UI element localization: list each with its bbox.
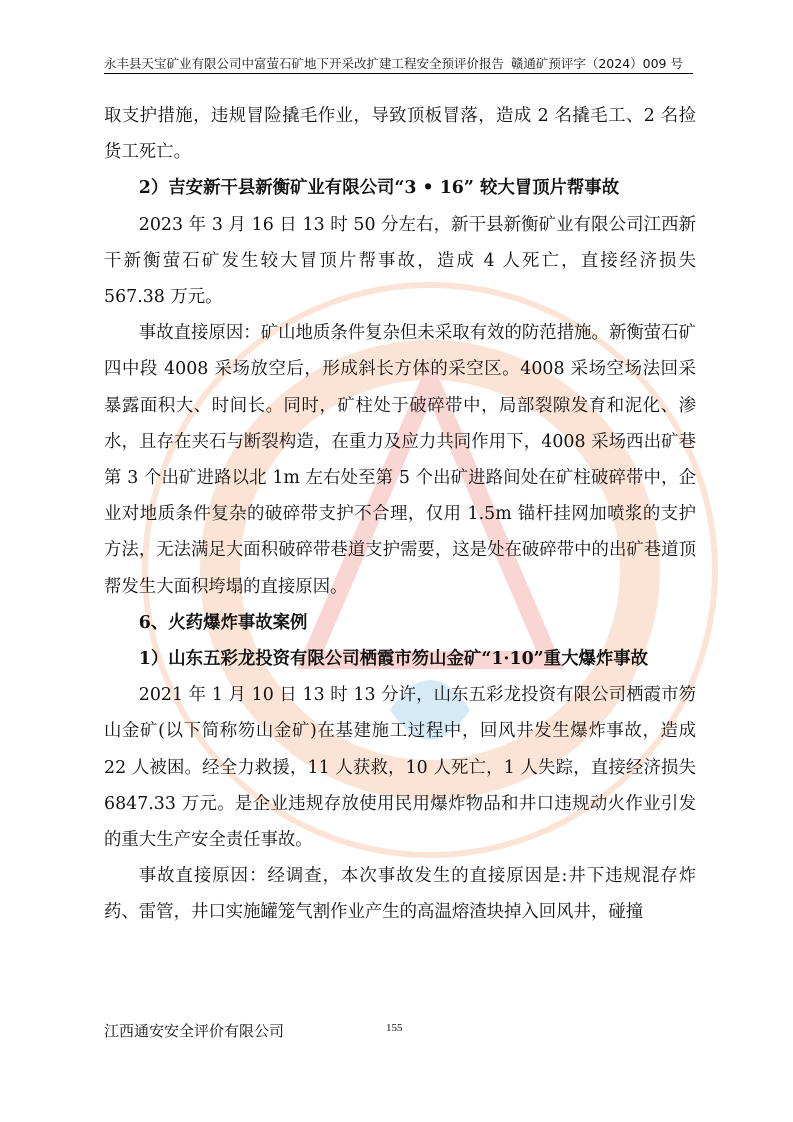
section-heading-explosion-cases: 6、火药爆炸事故案例 <box>138 612 308 633</box>
paragraph-accident-summary: 2023 年 3 月 16 日 13 时 50 分左右，新干县新衡矿业有限公司江西新干新衡萤石矿发生较大冒顶片帮事故，造成 4 人死亡，直接经济损失 567.38 万元。 <box>104 214 696 308</box>
document-body <box>104 98 696 931</box>
paragraph-direct-cause: 事故直接原因：矿山地质条件复杂但未采取有效的防范措施。新衡萤石矿四中段 4008 采场放空后，形成斜长方体的采空区。4008 采场空场法回采暴露面积大、时间长。同时，矿柱处于破碎带中，局部裂隙发育和泥化、渗水，且存在夹石与断裂构造，在重力及应力共同作用下，4008 采场西出矿巷第 3 个出矿进路以北 1m 左右处至第 5 个出矿进路间处在矿柱破碎带中，企业对地质条件复杂的破碎带支护不合理，仅用 1.5m 锚杆挂网加喷浆的支护方法，无法满足大面积破碎带巷道支护需要，这是处在破碎带中的出矿巷道顶帮发生大面积垮塌的直接原因。 <box>104 323 696 597</box>
paragraph-explosion-summary: 2021 年 1 月 10 日 13 时 13 分许，山东五彩龙投资有限公司栖霞市笏山金矿(以下简称笏山金矿)在基建施工过程中，回风井发生爆炸事故，造成 22 人被困。经全力救援，11 人获救，10 人死亡，1 人失踪，直接经济损失 6847.33 万元。是企业违规存放使用民用爆炸物品和井口违规动火作业引发的重大生产安全责任事故。 <box>104 685 696 851</box>
paragraph-explosion-cause: 事故直接原因：经调查，本次事故发生的直接原因是:井下违规混存炸药、雷管，井口实施罐笼气割作业产生的高温熔渣块掉入回风井，碰撞 <box>104 866 696 923</box>
footer-company: 江西通安安全评价有限公司 <box>104 1022 285 1040</box>
page-header <box>104 55 693 74</box>
report-code: 赣通矿预评字（2024）009 号 <box>510 56 683 71</box>
page-number: 155 <box>386 1022 403 1034</box>
heading-accident-3-16: 2）吉安新干县新衡矿业有限公司“3 • 16” 较大冒顶片帮事故 <box>138 178 620 199</box>
paragraph-continuation: 取支护措施，违规冒险撬毛作业，导致顶板冒落，造成 2 名撬毛工、2 名捡货工死亡。 <box>104 106 696 163</box>
report-title: 永丰县天宝矿业有限公司中富萤石矿地下开采改扩建工程安全预评价报告 <box>104 56 505 71</box>
heading-accident-1-10: 1）山东五彩龙投资有限公司栖霞市笏山金矿“1·10”重大爆炸事故 <box>138 649 649 670</box>
